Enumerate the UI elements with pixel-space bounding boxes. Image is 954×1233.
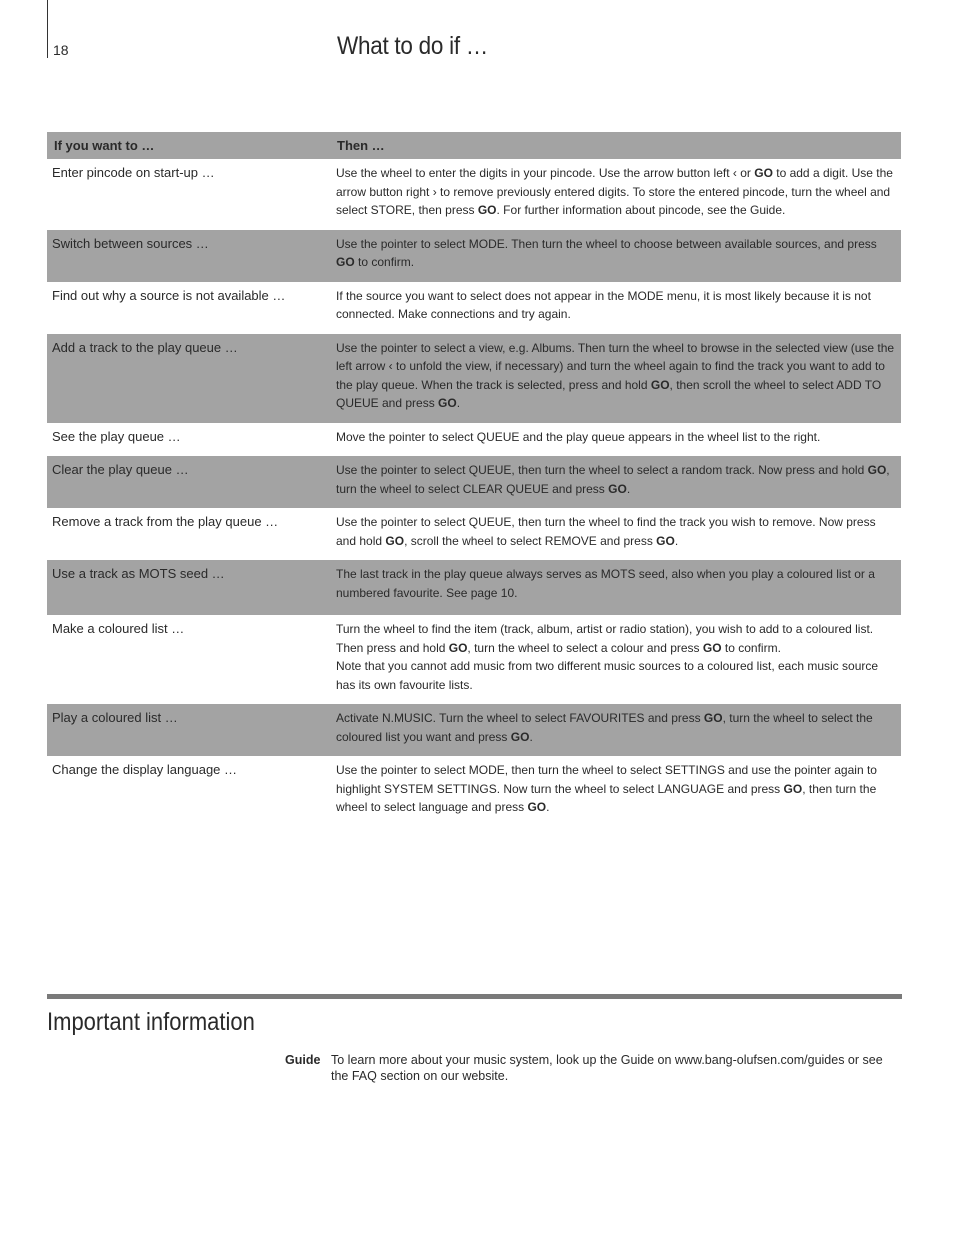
row-task: Remove a track from the play queue … [52, 514, 279, 529]
page-margin-line [47, 0, 48, 58]
row-result [331, 334, 901, 423]
row-result [331, 615, 901, 704]
row-result-text: The last track in the play queue always serves as MOTS seed, also when you play a coloured list or a numbered favourite. See page 10. [336, 567, 875, 600]
row-task: Use a track as MOTS seed … [47, 560, 331, 615]
table-row [47, 334, 901, 423]
guide-label: Guide [285, 1053, 321, 1067]
table-row [47, 456, 901, 508]
row-result-text: If the source you want to select does not appear in the MODE menu, it is most likely because it is not connected. Make connections and try again. [336, 288, 871, 321]
row-task: Switch between sources … [47, 230, 331, 282]
row-result [331, 756, 901, 827]
row-task: Find out why a source is not available … [52, 287, 286, 303]
row-task: Change the display language … [52, 762, 238, 777]
row-task: See the play queue … [52, 428, 181, 444]
row-result [331, 456, 901, 508]
row-result-text: Activate N.MUSIC. Turn the wheel to select FAVOURITES and press GO, turn the wheel to select the coloured list you want and press GO. [336, 711, 873, 744]
row-result-text: Use the wheel to enter the digits in your pincode. Use the arrow button left ‹ or GO to add a digit. Use the arrow button right › to remove previously entered digits. To store the entered pincode, turn the wheel and select STORE, then press GO. For further information about pincode, see the Guide. [336, 166, 893, 217]
troubleshooting-table [47, 132, 901, 827]
table-row [47, 756, 901, 827]
row-task: Make a coloured list … [52, 621, 185, 636]
row-result-text: Use the pointer to select a view, e.g. Albums. Then turn the wheel to browse in the selected view (use the left arrow ‹ to unfold the view, if necessary) and turn the wheel again to find the track you want to add to the play queue. When the track is selected, press and hold GO, then scroll the wheel to select ADD TO QUEUE and press GO. [336, 340, 895, 410]
section-divider [47, 994, 902, 999]
header-result: Then … [331, 132, 901, 159]
row-task: Add a track to the play queue … [47, 334, 331, 423]
row-result [331, 560, 901, 615]
row-result-text: Use the pointer to select QUEUE, then turn the wheel to select a random track. Now press and hold GO, turn the wheel to select CLEAR QUEUE and press GO. [336, 463, 890, 496]
row-result [331, 704, 901, 756]
row-task: Clear the play queue … [47, 456, 331, 508]
row-result-text: Use the pointer to select QUEUE, then turn the wheel to find the track you wish to remove. Now press and hold GO, scroll the wheel to select REMOVE and press GO. [336, 515, 876, 548]
row-result-text: Move the pointer to select QUEUE and the play queue appears in the wheel list to the right. [336, 429, 821, 444]
header-task: If you want to … [47, 132, 331, 159]
guide-text: To learn more about your music system, look up the Guide on www.bang-olufsen.com/guides or see the FAQ section on our website. [331, 1053, 883, 1083]
table-row [47, 508, 901, 560]
row-result [331, 508, 901, 560]
row-result [331, 159, 901, 230]
table-row [47, 159, 901, 230]
row-result-text: Use the pointer to select MODE, then turn the wheel to select SETTINGS and use the pointer again to highlight SYSTEM SETTINGS. Now turn the wheel to select LANGUAGE and press GO, then turn the wheel to select language and press GO. [336, 763, 877, 814]
row-task: Enter pincode on start-up … [52, 165, 215, 180]
important-title: Important information [47, 1008, 255, 1036]
row-result-note: Note that you cannot add music from two different music sources to a coloured list, each music source has its own favourite lists. [336, 659, 879, 692]
table-row [47, 230, 901, 282]
table-row [47, 704, 901, 756]
row-task: Play a coloured list … [47, 704, 331, 756]
row-result [331, 230, 901, 282]
table-header-row [47, 132, 901, 159]
table-row [47, 423, 901, 457]
page-title: What to do if … [337, 32, 489, 60]
row-result [331, 282, 901, 334]
table-row [47, 560, 901, 615]
row-result-text: Turn the wheel to find the item (track, album, artist or radio station), you wish to add to a coloured list. Then press and hold GO, turn the wheel to select a colour and press GO to confirm. [336, 622, 874, 655]
table-row [47, 282, 901, 334]
table-row [47, 615, 901, 704]
row-result-text: Use the pointer to select MODE. Then turn the wheel to choose between available sources, and press GO to confirm. [336, 236, 877, 269]
row-result [331, 423, 901, 457]
page-number: 18 [53, 42, 69, 58]
